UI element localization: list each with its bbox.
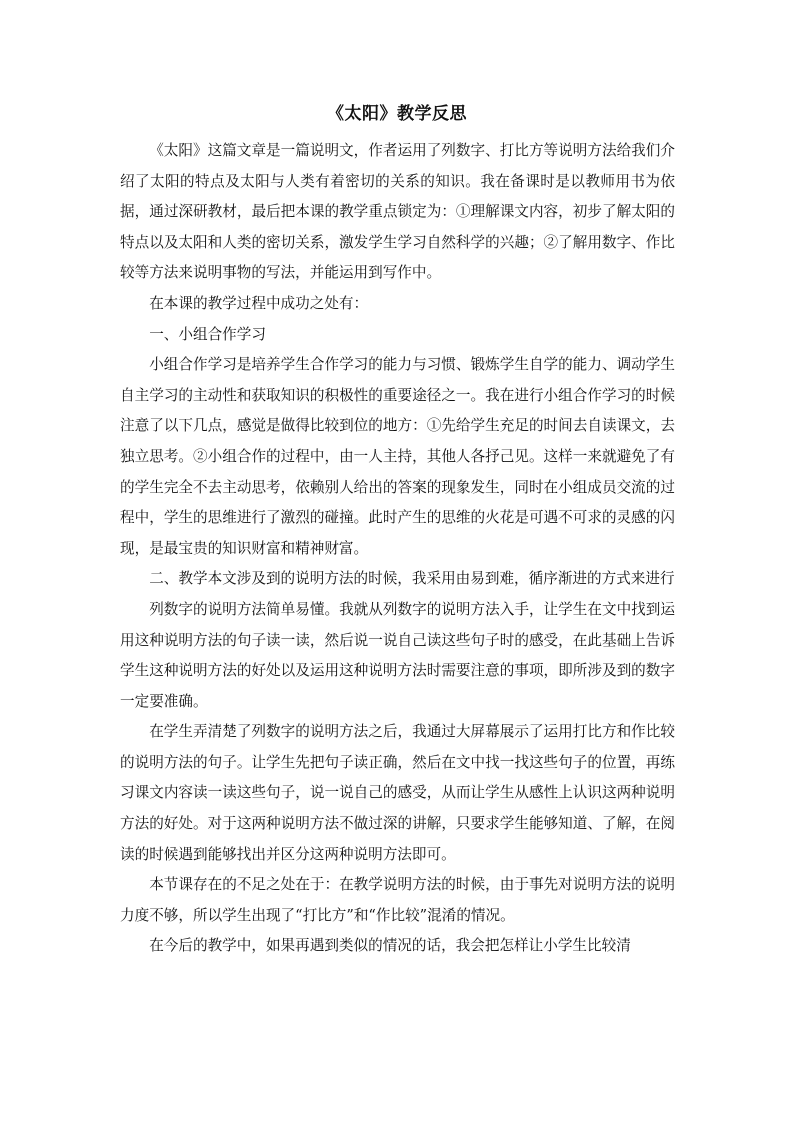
paragraph-intro: 《太阳》这篇文章是一篇说明文，作者运用了列数字、打比方等说明方法给我们介绍了太阳的特点及太阳与人类有着密切的关系的知识。我在备课时是以教师用书为依据，通过深研教材，最后把本课的教学重点锁定为：①理解课文内容，初步了解太阳的特点以及太阳和人类的密切关系，激发学生学习自然科学的兴趣；②了解用数字、作比较等方法来说明事物的写法，并能运用到写作中。 xyxy=(120,142,675,282)
document-body xyxy=(120,136,675,962)
paragraph-number-method: 列数字的说明方法简单易懂。我就从列数字的说明方法入手，让学生在文中找到运用这种说明方法的句子读一读，然后说一说自己读这些句子时的感受，在此基础上告诉学生这种说明方法的好处以及运用这种说明方法时需要注意的事项，即所涉及到的数字一定要准确。 xyxy=(120,600,675,710)
paragraph-group-learning: 小组合作学习是培养学生合作学习的能力与习惯、锻炼学生自学的能力、调动学生自主学习的主动性和获取知识的积极性的重要途径之一。我在进行小组合作学习的时候注意了以下几点，感觉是做得比较到位的地方：①先给学生充足的时间去自读课文，去独立思考。②小组合作的过程中，由一人主持，其他人各抒己见。这样一来就避免了有的学生完全不去主动思考，依赖别人给出的答案的现象发生，同时在小组成员交流的过程中，学生的思维进行了激烈的碰撞。此时产生的思维的火花是可遇不可求的灵感的闪现，是最宝贵的知识财富和精神财富。 xyxy=(120,356,675,557)
paragraph-future-teaching: 在今后的教学中，如果再遇到类似的情况的话，我会把怎样让小学生比较清 xyxy=(149,937,631,955)
paragraph-success-lead: 在本课的教学过程中成功之处有： xyxy=(149,294,369,312)
paragraph-metaphor-comparison: 在学生弄清楚了列数字的说明方法之后，我通过大屏幕展示了运用打比方和作比较的说明方法的句子。让学生先把句子读正确，然后在文中找一找这些句子的位置，再练习课文内容读一读这些句子，说一说自己的感受，从而让学生从感性上认识这两种说明方法的好处。对于这两种说明方法不做过深的讲解，只要求学生能够知道、了解，在阅读的时候遇到能够找出并区分这两种说明方法即可。 xyxy=(120,723,675,863)
paragraph-shortcomings: 本节课存在的不足之处在于：在教学说明方法的时候，由于事先对说明方法的说明力度不够，所以学生出现了“打比方”和“作比较”混淆的情况。 xyxy=(120,876,675,924)
section-heading-group-learning: 一、小组合作学习 xyxy=(149,325,266,343)
section-heading-explanation-methods: 二、教学本文涉及到的说明方法的时候，我采用由易到难，循序渐进的方式来进行 xyxy=(149,570,675,588)
document-title: 《太阳》教学反思 xyxy=(327,104,467,124)
